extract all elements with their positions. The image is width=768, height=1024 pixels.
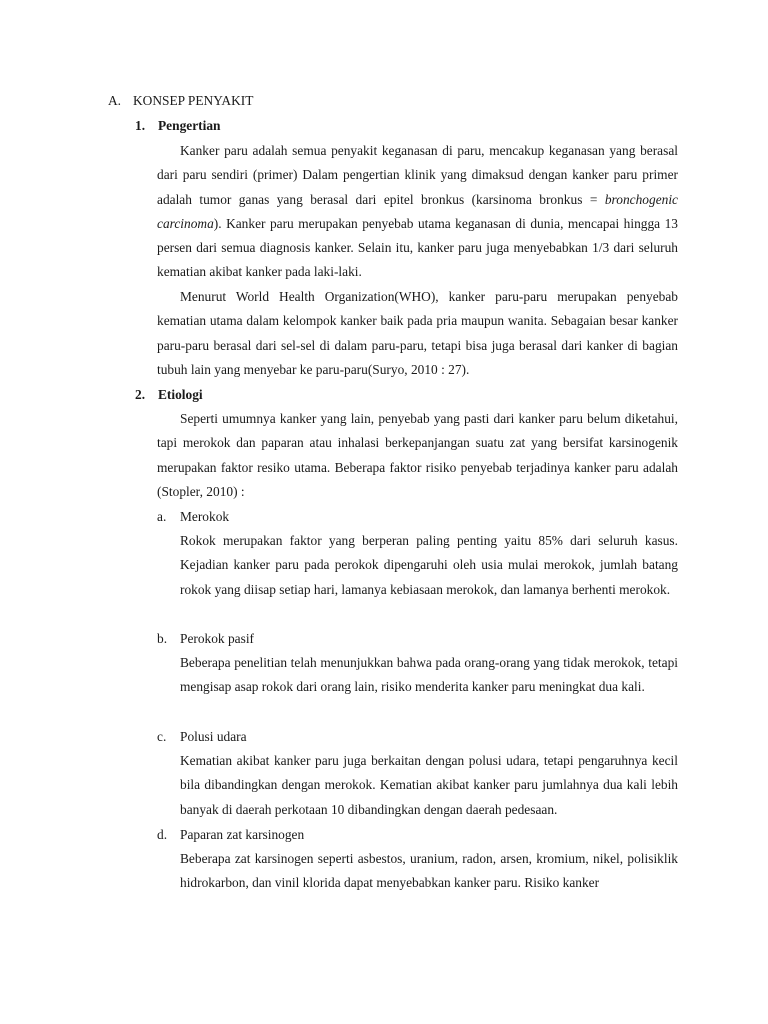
- section-heading-pengertian: [135, 116, 220, 136]
- chapter-marker: A.: [108, 93, 122, 108]
- list-item-heading-polusi-udara: [157, 727, 247, 747]
- list-item-heading-merokok: [157, 507, 229, 527]
- list-marker: b.: [157, 631, 168, 646]
- section-marker: 1.: [135, 118, 146, 133]
- list-marker: a.: [157, 509, 167, 524]
- list-item-heading-paparan-zat-karsinogen: [157, 825, 304, 845]
- section-heading-etiologi: [135, 385, 203, 405]
- list-item-title: Perokok pasif: [180, 631, 255, 646]
- paragraph-text: ). Kanker paru merupakan penyebab utama keganasan di dunia, mencapai hingga 13 persen dari semua diagnosis kanker. Selain itu, kanker paru juga menyebabkan 1/3 dari seluruh kematian akibat kanker pada laki-laki.: [157, 215, 678, 280]
- paragraph-etiologi-intro: Seperti umumnya kanker yang lain, penyebab yang pasti dari kanker paru belum diketahui, tapi merokok dan paparan atau inhalasi berkepanjangan suatu zat yang bersifat karsinogenik merupakan faktor resiko utama. Beberapa faktor risiko penyebab terjadinya kanker paru adalah (Stopler, 2010) :: [157, 411, 678, 499]
- section-marker: 2.: [135, 387, 146, 402]
- italic-term: bronchogenic carcinoma: [157, 191, 678, 231]
- paragraph-pengertian-who: Menurut World Health Organization(WHO), kanker paru-paru merupakan penyebab kematian utama dalam kelompok kanker baik pada pria maupun wanita. Sebagaian besar kanker paru-paru berasal dari sel-sel di dalam paru-paru, tetapi bisa juga berasal dari kanker di bagian tubuh lain yang menyebar ke paru-paru(Suryo, 2010 : 27).: [157, 289, 678, 377]
- list-item-text-perokok-pasif: Beberapa penelitian telah menunjukkan bahwa pada orang-orang yang tidak merokok, tetapi mengisap asap rokok dari orang lain, risiko menderita kanker paru meningkat dua kali.: [180, 655, 678, 695]
- chapter-title: KONSEP PENYAKIT: [133, 93, 254, 108]
- section-title: Pengertian: [158, 118, 221, 133]
- list-item-title: Polusi udara: [180, 729, 247, 744]
- list-marker: c.: [157, 729, 167, 744]
- list-item-text-paparan-zat-karsinogen: Beberapa zat karsinogen seperti asbestos, uranium, radon, arsen, kromium, nikel, polisiklik hidrokarbon, dan vinil klorida dapat menyebabkan kanker paru. Risiko kanker: [180, 851, 678, 891]
- paragraph-pengertian-definition: [157, 139, 678, 285]
- list-marker: d.: [157, 827, 168, 842]
- list-item-title: Paparan zat karsinogen: [180, 827, 305, 842]
- chapter-heading: [108, 91, 253, 111]
- list-item-heading-perokok-pasif: [157, 629, 254, 649]
- section-title: Etiologi: [158, 387, 203, 402]
- list-item-text-polusi-udara: Kematian akibat kanker paru juga berkaitan dengan polusi udara, tetapi pengaruhnya kecil bila dibandingkan dengan merokok. Kematian akibat kanker paru jumlahnya dua kali lebih banyak di daerah perkotaan 10 dibandingkan dengan daerah pedesaan.: [180, 753, 678, 817]
- list-item-title: Merokok: [180, 509, 230, 524]
- list-item-text-merokok: Rokok merupakan faktor yang berperan paling penting yaitu 85% dari seluruh kasus. Kejadian kanker paru pada perokok dipengaruhi oleh usia mulai merokok, jumlah batang rokok yang diisap setiap hari, lamanya kebiasaan merokok, dan lamanya berhenti merokok.: [180, 533, 678, 597]
- paragraph-text: Kanker paru adalah semua penyakit keganasan di paru, mencakup keganasan yang berasal dari paru sendiri (primer) Dalam pengertian klinik yang dimaksud dengan kanker paru primer adalah tumor ganas yang berasal dari epitel bronkus (karsinoma bronkus =: [157, 143, 678, 207]
